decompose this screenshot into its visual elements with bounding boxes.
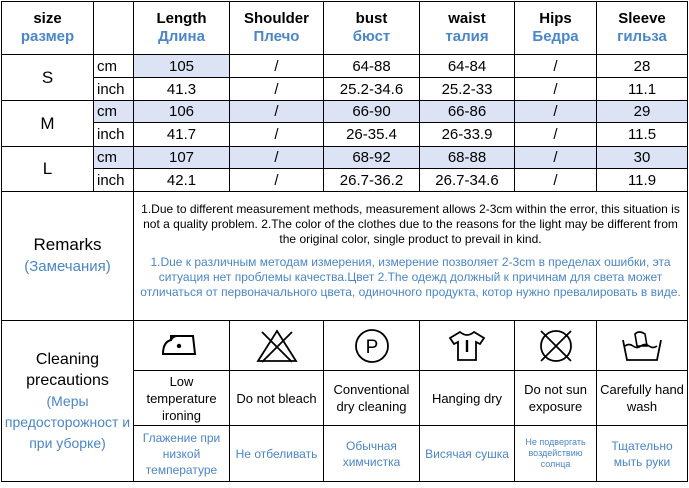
- value-cell: /: [230, 101, 324, 123]
- remarks-title-en: Remarks: [33, 235, 102, 254]
- bust-header-cell: [324, 2, 420, 55]
- sleeve-header-cell: [597, 2, 688, 55]
- column-header-ru: Длина: [158, 28, 205, 45]
- care-label-ru: Не подвергать воздействию солнца: [515, 426, 597, 482]
- unit-cm: cm: [94, 101, 134, 123]
- care-label-en: Hanging dry: [420, 371, 515, 426]
- value-cell: 64-84: [420, 55, 515, 78]
- unit-cm: cm: [94, 147, 134, 169]
- value-cell: /: [515, 101, 597, 123]
- size-label-m: M: [2, 101, 94, 147]
- svg-text:P: P: [365, 336, 378, 358]
- dry-clean-p-icon: [347, 326, 397, 366]
- care-label-ru: Не отбеливать: [230, 426, 324, 482]
- value-cell: 41.7: [134, 123, 230, 147]
- column-header-ru: гильза: [617, 28, 667, 45]
- care-icon-cell: [515, 321, 597, 371]
- size-label-s: S: [2, 55, 94, 101]
- value-cell: 30: [597, 147, 688, 169]
- no-sun-exposure-icon: [531, 326, 581, 366]
- remarks-ru-cell: [134, 253, 688, 321]
- table-row: [2, 123, 688, 147]
- unit-inch: inch: [94, 123, 134, 147]
- column-header-en: Hips: [539, 10, 572, 27]
- remarks-text-ru: 1.Due к различным методам измерения, измерение позволяет 2-3cm в пределах ошибки, эта ситуация нет проблемы качества.Цвет 2.The одежд должный к причинам для света может отличаться от первоначального цвета, одиночного продукта, котор нужно превалировать в виде.: [140, 254, 681, 299]
- value-cell: /: [515, 169, 597, 192]
- unit-inch: inch: [94, 169, 134, 192]
- size-chart-table: [1, 1, 688, 482]
- value-cell: 42.1: [134, 169, 230, 192]
- table-row: [2, 169, 688, 192]
- remarks-en-cell: [134, 192, 688, 253]
- size-header-en: size: [33, 10, 62, 27]
- value-cell: 66-90: [324, 101, 420, 123]
- value-cell: 25.2-34.6: [324, 78, 420, 101]
- cleaning-title-en-2: precautions: [26, 371, 109, 389]
- value-cell: /: [230, 78, 324, 101]
- unit-header-cell: [94, 2, 134, 55]
- size-label-l: L: [2, 147, 94, 192]
- value-cell: /: [230, 55, 324, 78]
- cleaning-title-cell: [2, 321, 134, 482]
- value-cell: 68-88: [420, 147, 515, 169]
- value-cell: /: [515, 78, 597, 101]
- value-cell: 41.3: [134, 78, 230, 101]
- value-cell: 29: [597, 101, 688, 123]
- column-header-en: Length: [156, 10, 207, 27]
- shoulder-header-cell: [230, 2, 324, 55]
- cleaning-title-ru: (Меры предосторожност и при уборке): [4, 392, 131, 451]
- column-header-en: bust: [355, 10, 388, 27]
- no-bleach-icon: [252, 326, 302, 366]
- unit-cm: cm: [94, 55, 134, 78]
- care-icon-cell: [324, 321, 420, 371]
- value-cell: 26-33.9: [420, 123, 515, 147]
- care-label-ru: Обычная химчистка: [324, 426, 420, 482]
- iron-low-temp-icon: [157, 328, 207, 364]
- remarks-title-cell: [2, 192, 134, 321]
- value-cell: 11.5: [597, 123, 688, 147]
- care-icon-cell: [230, 321, 324, 371]
- value-cell: /: [230, 169, 324, 192]
- care-icon-cell: [420, 321, 515, 371]
- value-cell: /: [515, 147, 597, 169]
- value-cell: 25.2-33: [420, 78, 515, 101]
- care-label-ru: Тщательно мыть руки: [597, 426, 688, 482]
- value-cell: /: [230, 147, 324, 169]
- remarks-row-en: [2, 192, 688, 253]
- value-cell: /: [515, 55, 597, 78]
- value-cell: 26.7-36.2: [324, 169, 420, 192]
- value-cell: /: [515, 123, 597, 147]
- care-label-en: Do not sun exposure: [515, 371, 597, 426]
- value-cell: 28: [597, 55, 688, 78]
- care-icon-cell: [597, 321, 688, 371]
- hand-wash-icon: [617, 326, 667, 366]
- hang-dry-icon: [442, 326, 492, 366]
- care-label-en: Carefully hand wash: [597, 371, 688, 426]
- unit-inch: inch: [94, 78, 134, 101]
- table-row: [2, 147, 688, 169]
- header-row: [2, 2, 688, 55]
- value-cell: 66-86: [420, 101, 515, 123]
- value-cell: 11.9: [597, 169, 688, 192]
- column-header-ru: талия: [445, 28, 489, 45]
- value-cell: 107: [134, 147, 230, 169]
- value-cell: 106: [134, 101, 230, 123]
- care-label-ru: Глажение при низкой температуре: [134, 426, 230, 482]
- column-header-ru: Бедра: [532, 28, 579, 45]
- remarks-title-ru: (Замечания): [24, 258, 111, 275]
- column-header-en: waist: [448, 10, 486, 27]
- value-cell: 105: [134, 55, 230, 78]
- column-header-ru: бюст: [352, 28, 391, 45]
- value-cell: /: [230, 123, 324, 147]
- table-row: [2, 78, 688, 101]
- value-cell: 26.7-34.6: [420, 169, 515, 192]
- care-icon-row: [2, 321, 688, 371]
- value-cell: 64-88: [324, 55, 420, 78]
- size-header-ru: размер: [20, 28, 75, 45]
- length-header-cell: [134, 2, 230, 55]
- value-cell: 11.1: [597, 78, 688, 101]
- hips-header-cell: [515, 2, 597, 55]
- cleaning-title-en-1: Cleaning: [35, 350, 100, 368]
- table-row: [2, 101, 688, 123]
- care-label-en: Conventional dry cleaning: [324, 371, 420, 426]
- column-header-ru: Плечо: [253, 28, 300, 45]
- remarks-text-en: 1.Due to different measurement methods, measurement allows 2-3cm within the error, this situation is not a quality problem. 2.The color of the clothes due to the reasons for the light may be different from the original color, single product to prevail in kind.: [141, 201, 680, 246]
- table-row: [2, 55, 688, 78]
- value-cell: 68-92: [324, 147, 420, 169]
- column-header-en: Shoulder: [243, 10, 309, 27]
- care-label-ru: Висячая сушка: [420, 426, 515, 482]
- size-header-cell: [2, 2, 94, 55]
- care-icon-cell: [134, 321, 230, 371]
- waist-header-cell: [420, 2, 515, 55]
- care-label-en: Do not bleach: [230, 371, 324, 426]
- column-header-en: Sleeve: [618, 10, 666, 27]
- value-cell: 26-35.4: [324, 123, 420, 147]
- care-label-en: Low temperature ironing: [134, 371, 230, 426]
